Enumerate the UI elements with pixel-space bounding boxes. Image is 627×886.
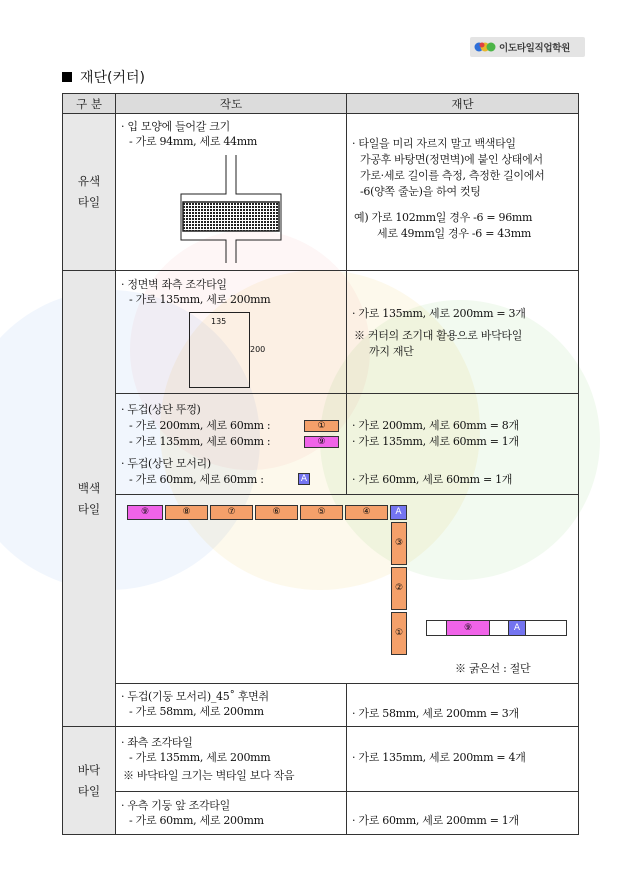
academy-logo [470, 37, 585, 57]
vertical-tile-3: ③ [391, 522, 407, 565]
row1-drawing: · 입 모양에 들어갈 크기 - 가로 94mm, 세로 44mm [116, 114, 347, 271]
row6-drawing: · 좌측 조각타일 - 가로 135mm, 세로 200mm ※ 바닥타일 크기는 벽타일 보다 작음 [116, 727, 347, 792]
header-category: 구 분 [63, 94, 116, 114]
cap-layout-diagram [116, 495, 578, 683]
category-white-tile: 백색 타일 [63, 271, 116, 727]
legend-note: ※ 굵은선 : 절단 [455, 662, 531, 675]
row7-drawing: · 우측 기둥 앞 조각타일 - 가로 60mm, 세로 200mm [116, 792, 347, 835]
top-tile-a: A [390, 505, 407, 520]
top-tile-6: ⑥ [255, 505, 298, 520]
header-cutting: 재단 [347, 94, 579, 114]
vertical-tile-2: ② [391, 567, 407, 610]
row7-cutting: · 가로 60mm, 세로 200mm = 1개 [347, 792, 579, 835]
top-tile-4: ④ [345, 505, 388, 520]
row5-cutting: · 가로 58mm, 세로 200mm = 3개 [347, 684, 579, 727]
row1-cutting: · 타일을 미리 자르지 말고 백색타일 가공후 바탕면(정면벽)에 붙인 상태에서 가로·세로 길이를 측정, 측정한 길이에서 -6(양쪽 줄눈)을 하여 컷팅 예) 가로 102mm일 경우 -6 = 96mm 세로 49mm일 경우 -6 = 43mm [347, 114, 579, 271]
top-tile-9: ⑨ [127, 505, 163, 520]
cutting-table [62, 93, 579, 835]
row2-cutting: · 가로 135mm, 세로 200mm = 3개 ※ 커터의 조기대 활용으로 바닥타일 까지 재단 [347, 271, 579, 394]
row6-cutting: · 가로 135mm, 세로 200mm = 4개 [347, 727, 579, 792]
row3-drawing: · 두겁(상단 뚜껑) - 가로 200mm, 세로 60mm : ① - 가로 135mm, 세로 60mm : ⑨ · 두겁(상단 모서리) - 가로 60mm, 세로 60mm : A [116, 394, 347, 495]
tag-tile-9: ⑨ [304, 436, 339, 448]
section-title: 재단(커터) [80, 70, 146, 86]
row2-drawing: · 정면벽 좌측 조각타일 - 가로 135mm, 세로 200mm 135 200 [116, 271, 347, 394]
square-bullet-icon [62, 72, 72, 82]
category-floor-tile: 바닥 타일 [63, 727, 116, 835]
top-tile-8: ⑧ [165, 505, 208, 520]
tag-tile-a: A [298, 473, 310, 485]
layout-diagram-cell [116, 495, 579, 684]
top-tile-7: ⑦ [210, 505, 253, 520]
top-tile-5: ⑤ [300, 505, 343, 520]
row3-cutting: · 가로 200mm, 세로 60mm = 8개 · 가로 135mm, 세로 60mm = 1개 · 가로 60mm, 세로 60mm = 1개 [347, 394, 579, 495]
section-heading [62, 67, 145, 87]
row5-drawing: · 두겁(기둥 모서리)_45˚ 후면취 - 가로 58mm, 세로 200mm [116, 684, 347, 727]
mouth-shape-diagram [171, 155, 291, 263]
side-tile-a: A [508, 620, 526, 636]
tag-tile-1: ① [304, 420, 339, 432]
academy-name: 이도타일직업학원 [499, 43, 571, 54]
category-colored-tile: 유색 타일 [63, 114, 116, 271]
header-drawing: 작도 [116, 94, 347, 114]
academy-logo-icon [474, 40, 496, 54]
vertical-tile-1: ① [391, 612, 407, 655]
side-tile-9: ⑨ [446, 620, 490, 636]
